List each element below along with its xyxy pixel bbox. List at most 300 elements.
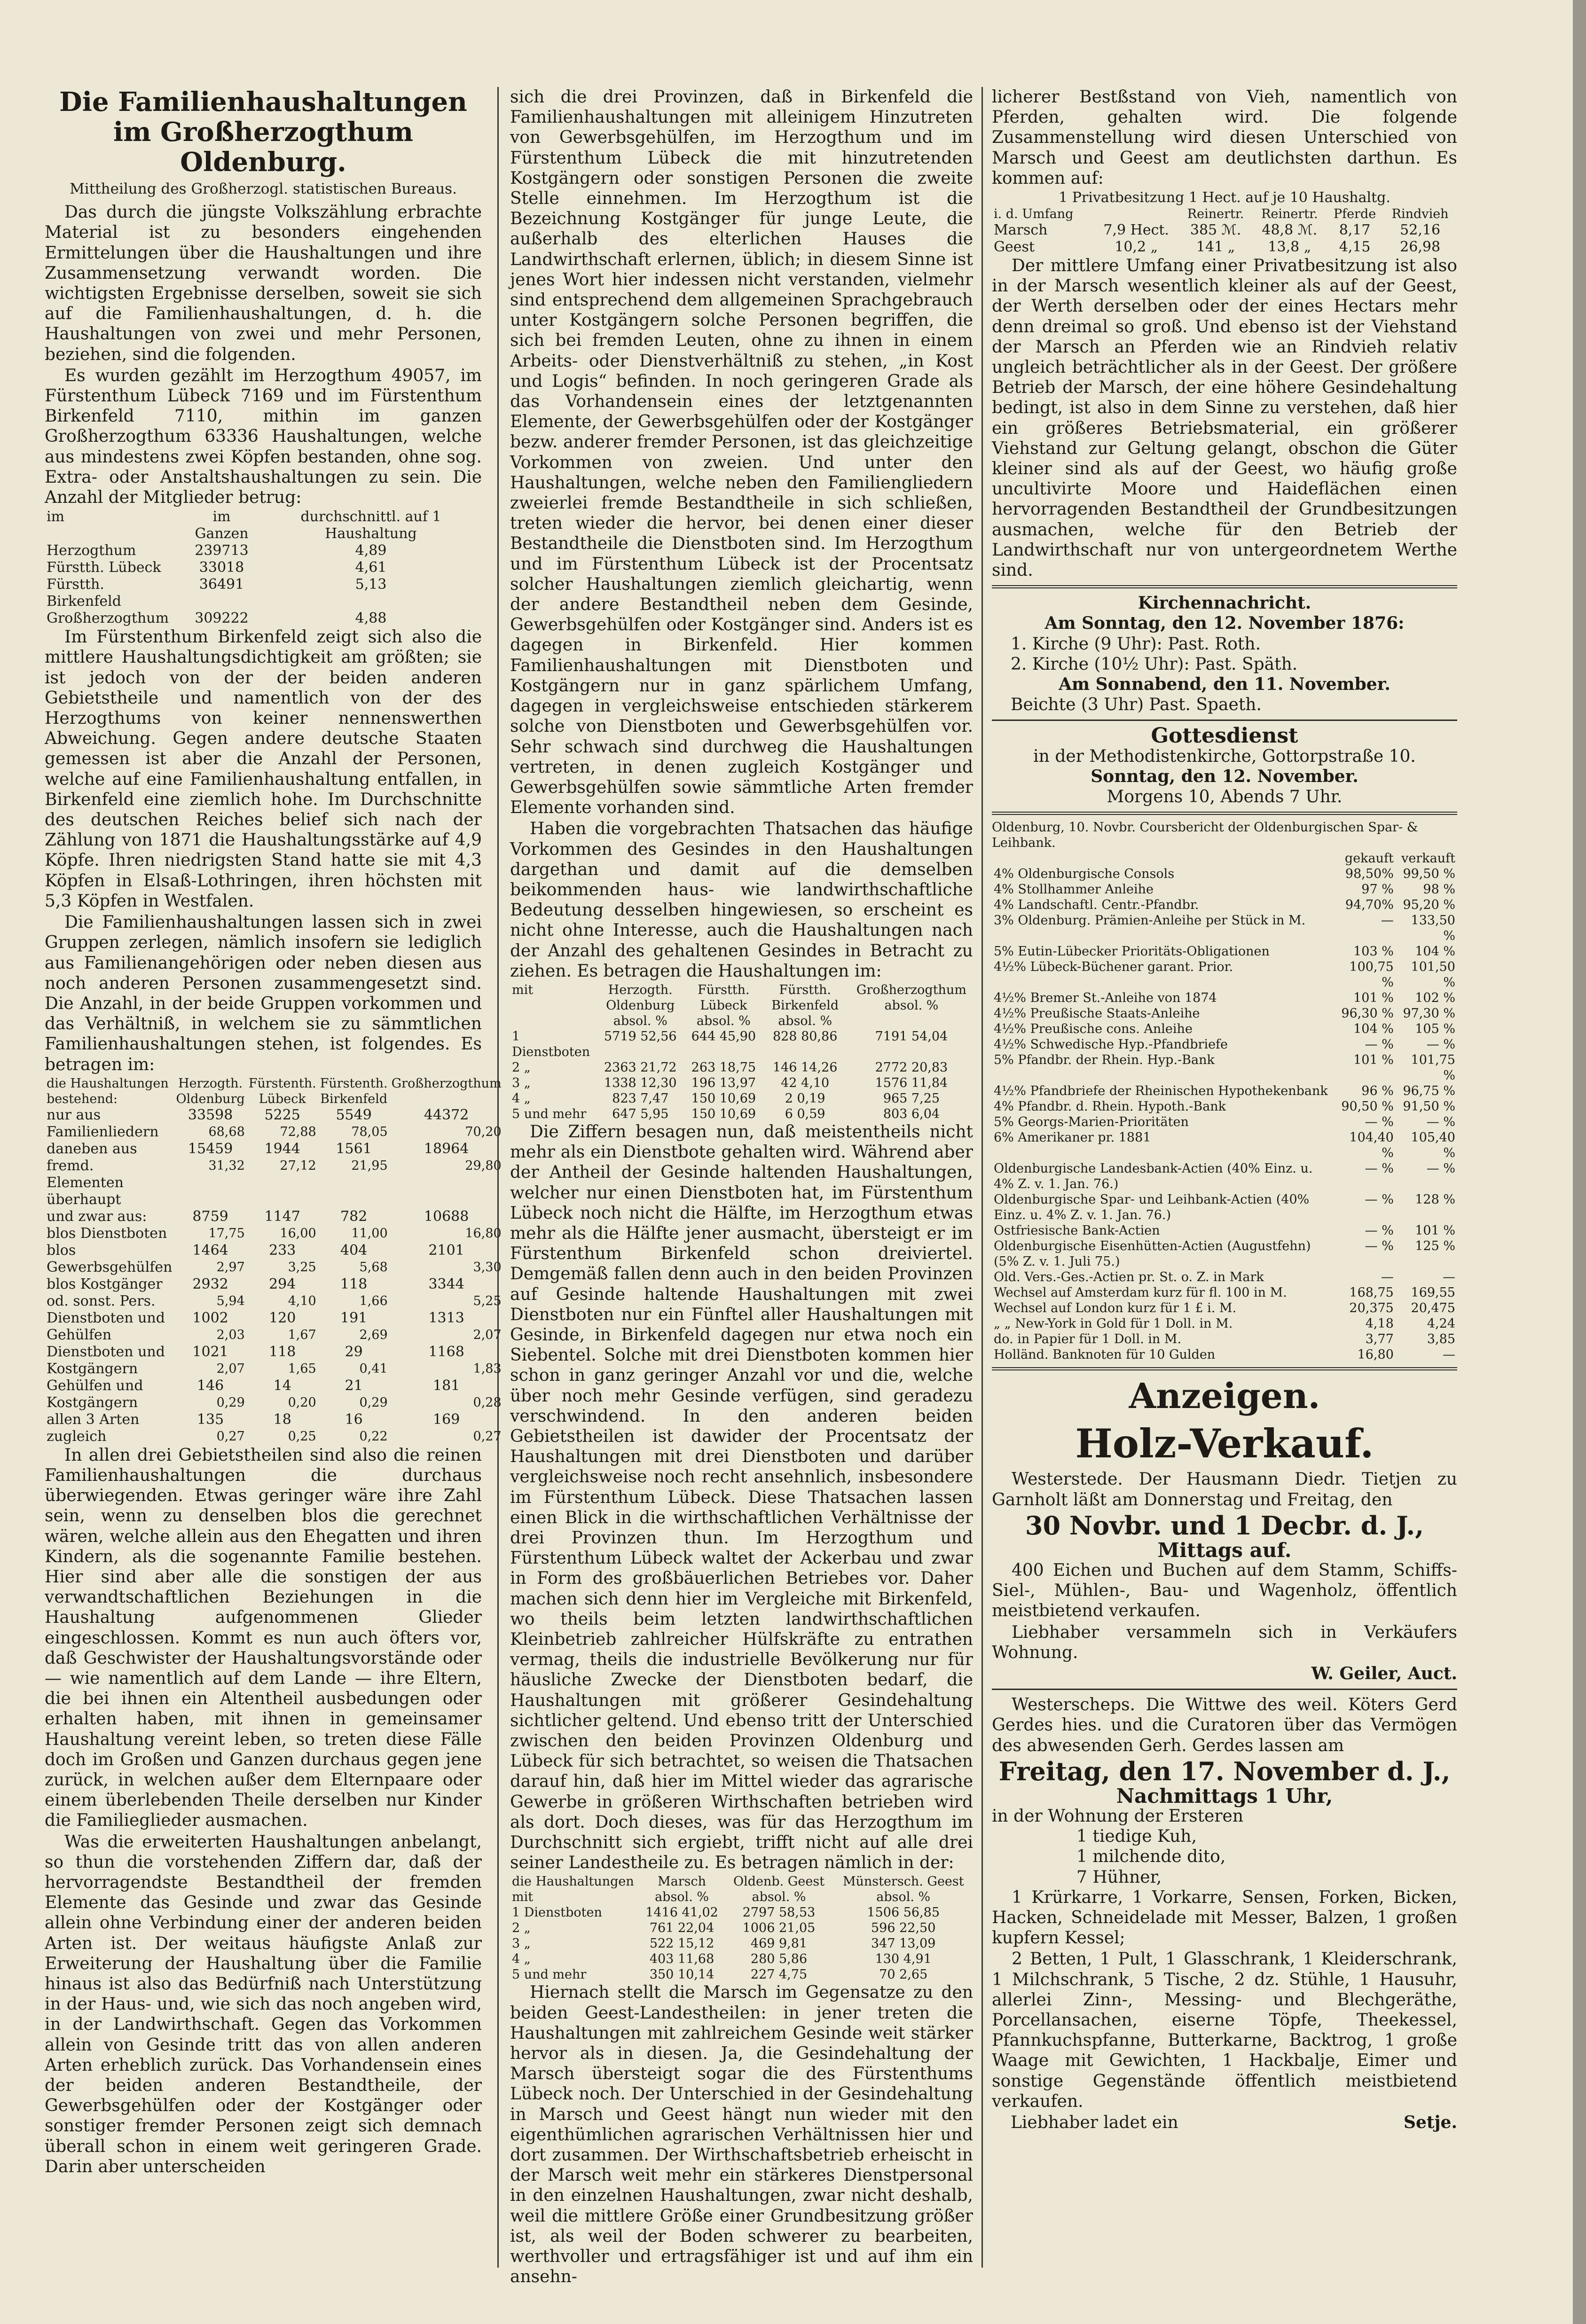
table-row (992, 1114, 1457, 1130)
table-cell: 5 und mehr (512, 1106, 587, 1121)
table-row (45, 1411, 503, 1445)
table-cell: 101 % (1353, 991, 1394, 1006)
table-cell: 2772 20,83 (875, 1060, 948, 1075)
table-cell (390, 1377, 503, 1411)
absolute-value: 3344 (428, 1275, 464, 1292)
table-row (992, 913, 1457, 944)
divider (992, 585, 1457, 588)
table-cell: 596 22,50 (871, 1921, 936, 1936)
table-row (510, 1951, 973, 1967)
absolute-value: 118 (269, 1343, 296, 1360)
paragraph: Es wurden gezählt im Herzogthum 49057, im Fürstenthum Lübeck 7169 und im Fürstenthum Birkenfeld 7110, mithin im ganzen Großherzogthum 63336 Haushaltungen, welche aus mindestens zwei Köpfen bestanden, ohne sog. Extra- oder Anstaltshaushaltungen zu sein. Die Anzahl der Mitglieder betrug: (45, 366, 482, 508)
percent-value: 11,00 (351, 1226, 388, 1241)
table-cell (390, 1107, 503, 1141)
table-cell: 146 14,26 (772, 1060, 838, 1075)
absolute-value: 169 (433, 1411, 460, 1428)
table-header: i. d. Umfang (994, 207, 1074, 222)
percent-value: 5,25 (473, 1293, 502, 1308)
table-cell: 2 0,19 (785, 1091, 825, 1106)
table-cell (390, 1411, 503, 1445)
table-cell: nur aus Familienliedern (47, 1106, 159, 1140)
table-cell: 3,85 (1427, 1332, 1455, 1347)
table-cell: 239713 (195, 542, 249, 559)
ad-signature: Setje. (1404, 2112, 1457, 2132)
absolute-value: 5225 (264, 1106, 300, 1123)
absolute-value: 18964 (424, 1140, 469, 1157)
table-header: Fürstenth. Birkenfeld (320, 1076, 388, 1106)
table-cell: 150 10,69 (691, 1106, 756, 1121)
table-cell: 26,98 (1400, 239, 1441, 256)
absolute-value: 1168 (428, 1343, 464, 1360)
table-header: verkauft (1401, 851, 1455, 866)
table-cell: 16,80 (1357, 1347, 1394, 1362)
table-cell: 3 „ (512, 1936, 531, 1951)
table-cell (390, 1344, 503, 1377)
table-row (992, 1347, 1457, 1362)
table-cell: — (1443, 1347, 1455, 1362)
table-cell: 90,50 % (1341, 1099, 1394, 1114)
absolute-value: 1561 (336, 1140, 372, 1157)
percent-value: 68,68 (208, 1124, 245, 1139)
exchange-table (992, 851, 1457, 1362)
table-cell: — (1381, 913, 1394, 928)
table-row (992, 1021, 1457, 1037)
table-cell (390, 1276, 503, 1310)
table-cell (247, 1107, 318, 1141)
table-cell: 70 2,65 (879, 1967, 928, 1982)
absolute-value: 44372 (424, 1106, 469, 1123)
table-cell: 4 „ (512, 1952, 531, 1967)
table-row (510, 1029, 973, 1060)
table-cell (318, 1377, 390, 1411)
table-cell (174, 1107, 246, 1141)
percent-value: 16,00 (280, 1226, 316, 1241)
table-cell (390, 1310, 503, 1344)
church-line: Am Sonnabend, den 11. November. (1059, 674, 1390, 695)
exchange-title: Oldenburg, 10. Novbr. Coursbericht der Oldenburgischen Spar- & Leihbank. (992, 820, 1418, 851)
table-cell: — (1381, 1270, 1394, 1285)
paragraph: Die Ziffern besagen nun, daß meistentheils nicht mehr als ein Dienstbote gehalten wird. Während aber der Antheil der Gesinde haltenden Haushaltungen, welcher nur einen Dienstboten hat, im Fürstenthum Lübeck noch nicht die Hälfte, im Herzogthum etwas mehr als die Hälfte jener ausmacht, übersteigt er im Fürstenthum Birkenfeld schon dreiviertel. Demgemäß fallen denn auch in den beiden Provinzen auf Gesinde haltende Haushaltungen mit zwei Dienstboten nur ein Fünftel aller Haushaltungen mit Gesinde, in Birkenfeld dagegen nur etwa noch ein Siebentel. Solche mit drei Dienstboten kommen hier schon in ganz geringer Anzahl vor und die, welche über noch mehr Gesinde verfügen, sind geradezu verschwindend. In den anderen beiden Gebietstheilen ist dawider der Procentsatz der Haushaltungen mit drei Dienstboten und darüber vergleichsweise noch recht ansehnlich, insbesondere im Fürstenthum Lübeck. Diese Thatsachen lassen einen Blick in die wirthschaftlichen Verhältnisse der drei Provinzen thun. Im Herzogthum und Fürstenthum Lübeck waltet der Ackerbau und zwar in Form des großbäuerlichen Betriebes vor. Daher machen sich denn hier im Vergleiche mit Birkenfeld, wo theils beim letzten landwirthschaftlichen Kleinbetrieb zahlreicher Hülfskräfte zu entrathen vermag, theils die industrielle Bevölkerung nur für häusliche Zwecke der Dienstboten bedarf, die Haushaltungen mit größerer Gesindehaltung sichtlicher geltend. Und ebenso tritt der Unterschied zwischen den beiden Provinzen Oldenburg und Lübeck für sich betrachtet, so weisen die Thatsachen darauf hin, daß hier im Mittel wieder das agrarische Gewerbe in größeren Wirthschaften betrieben wird als dort. Doch dieses, was für das Herzogthum im Durchschnitt sich ergiebt, trifft nicht auf alle drei seiner Landestheile zu. Es betragen nämlich in der: (510, 1122, 973, 1873)
table-cell: 4½% Bremer St.-Anleihe von 1874 (994, 991, 1217, 1006)
ad-text: Westerstede. Der Hausmann Diedr. Tietjen zu Garnholt läßt am Donnerstag und Freitag, den (992, 1470, 1457, 1510)
church-line: 1. Kirche (9 Uhr): Past. Roth. (1011, 634, 1261, 654)
table-row (510, 1060, 973, 1075)
table-cell (247, 1310, 318, 1344)
table-cell: 42 4,10 (781, 1075, 830, 1090)
divider (992, 812, 1457, 815)
table-cell: 96,30 % (1341, 1006, 1394, 1021)
percent-value: 0,27 (216, 1429, 245, 1444)
ad-signature: W. Geiler, Auct. (1311, 1663, 1457, 1683)
table-header: durchschnittl. auf 1 Haushaltung (300, 509, 441, 542)
table-cell: 20,475 (1411, 1301, 1455, 1316)
paragraph: In allen drei Gebietstheilen sind also die reinen Familienhaushaltungen die durchaus überwiegenden. Etwas geringer wäre ihre Zahl sein, wenn zu denselben blos die gerechnet wären, welche allein aus den Ehegatten und ihren Kindern, als die sogenannte Familie bestehen. Hier sind aber alle die sonstigen der aus verwandtschaftlichen Beziehungen in die Haushaltung aufgenommenen Glieder eingeschlossen. Kommt es nun auch öfters vor, daß Geschwister der Haushaltungsvorstände oder — wie namentlich auf dem Lande — ihre Eltern, die bei ihnen ein Altentheil ausbedungen oder erhalten haben, mit ihnen in gemeinsamer Haushaltung vereint leben, so treten diese Fälle doch im Großen und Ganzen durchaus gegen jene zurück, in welchen außer dem Elternpaare oder einem überlebenden Theile derselben nur Kinder die Familieglieder ausmachen. (45, 1445, 482, 1831)
absolute-value: 294 (269, 1275, 296, 1292)
table-cell: 4,88 (355, 610, 387, 627)
table-cell: 4% Stollhammer Anleihe (994, 882, 1154, 897)
column-1 (45, 86, 502, 2296)
table-cell (174, 1310, 246, 1344)
service-line: in der Methodistenkirche, Gottorpstraße 10. (1033, 746, 1416, 766)
ad-text: 400 Eichen und Buchen auf dem Stamm, Schiffs-Siel-, Mühlen-, Bau- und Wagenholz, öffentlich meistbietend verkaufen. (992, 1560, 1457, 1621)
absolute-value: 1147 (264, 1208, 300, 1225)
absolute-value: 21 (345, 1377, 363, 1394)
table-cell: Old. Vers.-Ges.-Actien pr. St. o. Z. in Mark (994, 1270, 1264, 1285)
table-row (45, 1107, 503, 1141)
table-header: gekauft (1344, 851, 1394, 866)
table-row (45, 1310, 503, 1344)
divider (992, 1689, 1457, 1690)
table-row (992, 1300, 1457, 1316)
absolute-value: 18 (273, 1411, 291, 1428)
ad-item: 1 tiedige Kuh, (1076, 1827, 1197, 1847)
page-edge (1573, 0, 1586, 2324)
service-line: Sonntag, den 12. November. (1091, 766, 1358, 786)
table-cell: Gehülfen und Kostgängern (47, 1377, 143, 1411)
table-header: Reinertr. (1187, 207, 1244, 222)
table-header: Fürstenth. Lübeck (248, 1076, 316, 1106)
ads-heading: Anzeigen. (1129, 1376, 1320, 1417)
absolute-value: 29 (345, 1343, 363, 1360)
table-cell: 99,50 % (1403, 867, 1455, 882)
table-cell: 2797 58,53 (742, 1905, 816, 1920)
service-title: Gottesdienst (1151, 724, 1298, 748)
table-cell (318, 1208, 390, 1242)
table-cell: — % (1365, 1239, 1394, 1254)
percent-value: 2,69 (359, 1327, 388, 1342)
paragraph: Das durch die jüngste Volkszählung erbrachte Material ist zu besonders eingehenden Ermittelungen über die Haushaltungen und ihre Zusammensetzung verwandt worden. Die wichtigsten Ergebnisse derselben, soweit sie sich auf die Familienhaushaltungen, d. h. die Haushaltungen von zwei und mehr Personen, beziehen, sind die folgenden. (45, 203, 482, 364)
table-cell: 644 45,90 (691, 1029, 756, 1044)
table-row (992, 1161, 1457, 1192)
ad-item: 7 Hühner, (1076, 1867, 1162, 1887)
table-cell: 3,77 (1365, 1332, 1394, 1347)
table-cell: Marsch (994, 222, 1048, 239)
table-cell: 2 „ (512, 1921, 531, 1936)
table-cell: 91,50 % (1403, 1099, 1455, 1114)
percent-value: 5,94 (216, 1293, 245, 1308)
table-cell: Fürstth. Birkenfeld (47, 576, 121, 610)
table-cell: 196 13,97 (691, 1075, 756, 1090)
absolute-value: 1313 (428, 1309, 464, 1326)
ad-text: in der Wohnung der Ersteren (992, 1806, 1244, 1826)
paragraph: licherer Bestßstand von Vieh, namentlich von Pferden, gehalten wird. Die folgende Zusammenstellung wird diesen Unterschied von Marsch und Geest am deutlichsten darthun. Es kommen auf: (992, 87, 1457, 188)
table-cell: 96,75 % (1403, 1084, 1455, 1099)
table-cell (318, 1242, 390, 1276)
percent-value: 0,29 (359, 1395, 388, 1410)
column-3 (992, 87, 1457, 2296)
table-row (992, 1083, 1457, 1099)
table-cell (174, 1411, 246, 1445)
table-cell: 347 13,09 (871, 1936, 936, 1951)
table-cell: 4½% Lübeck-Büchener garant. Prior. (994, 960, 1233, 975)
table-header: die Haushaltungen mit (512, 1874, 634, 1905)
table-cell: Dienstboten und Gehülfen (47, 1309, 165, 1343)
percent-value: 2,03 (216, 1327, 245, 1342)
table-cell (247, 1344, 318, 1377)
table-cell: 4,89 (355, 542, 387, 559)
table-cell: Oldenburgische Spar- und Leihbank-Actien (40% Einz. u. 4% Z. v. 1. Jan. 76.) (994, 1192, 1310, 1223)
table-header: Großherzogthum (391, 1076, 502, 1091)
absolute-value: 146 (196, 1377, 224, 1394)
composition-table (45, 1076, 503, 1445)
table-cell: 5% Pfandbr. der Rhein. Hyp.-Bank (994, 1053, 1215, 1068)
article-title: Die Familienhaushaltungen im Großherzogthum Oldenburg. (59, 86, 467, 178)
table-cell (174, 1242, 246, 1276)
table-header: im Ganzen (195, 509, 249, 542)
table-cell: Holländ. Banknoten für 10 Gulden (994, 1347, 1216, 1362)
table-cell (174, 1377, 246, 1411)
table-cell: 350 10,14 (649, 1967, 714, 1982)
table-cell (174, 1344, 246, 1377)
table-cell: 133,50 % (1411, 913, 1455, 944)
table-cell: 263 18,75 (691, 1060, 756, 1075)
table-cell: — % (1365, 1037, 1394, 1052)
table-cell: Fürstth. Lübeck (47, 559, 161, 576)
table-row (992, 897, 1457, 913)
percent-value: 0,29 (216, 1395, 245, 1410)
absolute-value: 33598 (188, 1106, 233, 1123)
table-row (992, 1269, 1457, 1285)
table-header: Oldenb. Geest absol. % (733, 1874, 825, 1905)
table-cell: 3 „ (512, 1075, 531, 1090)
absolute-value: 118 (340, 1275, 368, 1292)
marsch-geest-table (510, 1874, 973, 1982)
absolute-value: 1002 (192, 1309, 228, 1326)
table-cell: Herzogthum (47, 542, 136, 559)
table-cell (318, 1344, 390, 1377)
table-cell: 5 und mehr (512, 1967, 587, 1982)
table-cell: Oldenburgische Eisenhütten-Actien (Augustfehn) (5% Z. v. 1. Juli 75.) (994, 1239, 1311, 1269)
church-line: 2. Kirche (10½ Uhr): Past. Späth. (1011, 654, 1298, 674)
table-row (992, 1130, 1457, 1161)
percent-value: 0,25 (288, 1429, 316, 1444)
absolute-value: 16 (345, 1411, 363, 1428)
table-cell: 4½% Schwedische Hyp.-Pfandbriefe (994, 1037, 1228, 1052)
table-cell: 48,8 ℳ. (1262, 222, 1318, 239)
table-cell: 105,40 % (1411, 1130, 1455, 1161)
percent-value: 1,65 (288, 1361, 316, 1376)
table-row (992, 1052, 1457, 1083)
table-cell (390, 1208, 503, 1242)
members-table (45, 509, 482, 627)
table-cell: 102 % (1415, 991, 1455, 1006)
table-header: mit (512, 982, 534, 997)
table-cell: 403 11,68 (649, 1952, 714, 1967)
table-cell: 105 % (1415, 1022, 1455, 1037)
ad-date: 30 Novbr. und 1 Decbr. d. J., (1025, 1510, 1424, 1541)
table-header: Herzogth. Oldenburg (176, 1076, 245, 1106)
table-cell: — (1443, 1270, 1455, 1285)
table-cell: 10,2 „ (1115, 239, 1158, 256)
table-cell: 4,61 (355, 559, 387, 576)
table-cell: 280 5,86 (750, 1952, 808, 1967)
table-cell (318, 1411, 390, 1445)
percent-value: 0,20 (288, 1395, 316, 1410)
absolute-value: 191 (340, 1309, 368, 1326)
absolute-value: 782 (340, 1208, 368, 1225)
table-header: Herzogth. Oldenburg absol. % (606, 982, 675, 1028)
percent-value: 1,67 (288, 1327, 316, 1342)
paragraph: Haben die vorgebrachten Thatsachen das häufige Vorkommen des Gesindes in den Haushaltungen dargethan und damit auf die demselben beikommenden haus- wie landwirthschaftliche Bedeutung desselben hingewiesen, so erscheint es nicht ohne Interesse, auch die Haushaltungen nach der Anzahl des gehaltenen Gesindes in Betracht zu ziehen. Es betragen die Haushaltungen im: (510, 819, 973, 981)
absolute-value: 2101 (428, 1242, 464, 1259)
table-cell: „ „ New-York in Gold für 1 Doll. in M. (994, 1316, 1233, 1331)
ad-time: Nachmittags 1 Uhr, (1116, 1784, 1333, 1808)
table-row (510, 1920, 973, 1936)
article-source: Mittheilung des Großherzogl. statistischen Bureaus. (70, 180, 457, 197)
table-cell: 227 4,75 (750, 1967, 808, 1982)
ad-invite: Liebhaber ladet ein (1011, 2113, 1178, 2132)
percent-value: 29,80 (465, 1158, 502, 1173)
absolute-value: 1464 (192, 1242, 228, 1259)
table-cell (174, 1276, 246, 1310)
percent-value: 2,97 (216, 1260, 245, 1275)
table-cell (318, 1276, 390, 1310)
table-cell: do. in Papier für 1 Doll. in M. (994, 1332, 1182, 1347)
ad-item: 1 milchende dito, (1076, 1847, 1226, 1867)
table-cell: 4% Oldenburgische Consols (994, 867, 1175, 882)
absolute-value: 1944 (264, 1140, 300, 1157)
table-cell: 828 80,86 (772, 1029, 838, 1044)
table-cell: blos Kostgänger od. sonst. Pers. (47, 1275, 163, 1309)
table-cell: 5% Georgs-Marien-Prioritäten (994, 1115, 1189, 1130)
table-row (45, 559, 482, 576)
table-header: im (47, 509, 65, 525)
table-cell: 3% Oldenburg. Prämien-Anleihe per Stück in M. (994, 913, 1306, 928)
table-header: Großherzogthum absol. % (856, 982, 966, 1013)
table-header: Fürstth. Birkenfeld absol. % (771, 982, 839, 1028)
table-cell: blos Gewerbsgehülfen (47, 1242, 173, 1275)
table-row (510, 1106, 973, 1122)
percent-value: 17,75 (208, 1226, 245, 1241)
percent-value: 72,88 (280, 1124, 316, 1139)
absolute-value: 181 (433, 1377, 460, 1394)
table-cell: 104 % (1353, 1022, 1394, 1037)
table-row (45, 610, 482, 627)
table-row (992, 959, 1457, 990)
table-cell: 125 % (1415, 1239, 1455, 1254)
table-cell: Ostfriesische Bank-Actien (994, 1223, 1160, 1238)
table-cell: 101 % (1353, 1053, 1394, 1068)
table-row (992, 882, 1457, 897)
ad-date: Freitag, den 17. November d. J., (998, 1756, 1451, 1786)
table-cell: — % (1365, 1161, 1394, 1176)
table-cell: 94,70% (1345, 898, 1394, 913)
ad-text: 1 Krürkarre, 1 Vorkarre, Sensen, Forken, Bicken, Hacken, Schneidelade mit Messer, Balzen, 1 großen kupfern Kessel; (992, 1887, 1457, 1948)
paragraph: sich die drei Provinzen, daß in Birkenfeld die Familienhaushaltungen mit alleinigem Hinzutreten von Gewerbsgehülfen, im Herzogthum und im Fürstenthum Lübeck die mit hinzutretenden Kostgängern oder sonstigen Personen die zweite Stelle einnehmen. Im Herzogthum ist die Bezeichnung Kostgänger für junge Leute, die außerhalb des elterlichen Hauses die Landwirthschaft erlernen, üblich; in diesem Sinne ist jenes Wort hier indessen nicht verstanden, vielmehr sind entsprechend dem allgemeinen Sprachgebrauch unter Kostgängern solche Personen begriffen, die sich bei fremden Leuten, ohne zu ihnen in einem Arbeits- oder Dienstverhältniß zu stehen, „in Kost und Logis“ befinden. In noch geringeren Grade als das Vorhandensein eines der letztgenannten Elemente, der Gewerbsgehülfen oder der Kostgänger bezw. anderer fremder Personen, ist das gleichzeitige Vorkommen von zweien. Und unter den Haushaltungen, welche neben den Familiengliedern zweierlei fremde Bestandtheile in sich schließen, treten wieder die hervor, bei denen einer dieser Bestandtheile die Dienstboten sind. Im Herzogthum und im Fürstenthum Lübeck ist der Procentsatz solcher Haushaltungen ziemlich gleichartig, wenn der andere Bestandtheil neben dem Gesinde, Gewerbsgehülfen oder Kostgänger sind. Anders ist es dagegen in Birkenfeld. Hier kommen Familienhaushaltungen mit Dienstboten und Kostgängern nur in ganz spärlichem Umfang, dagegen in vergleichsweise entschieden stärkerem solche von Dienstboten und Gewerbsgehülfen vor. Sehr schwach sind durchweg die Haushaltungen vertreten, in denen zugleich Kostgänger und Gewerbsgehülfen sowie sämmtliche Arten fremder Elemente vorhanden sind. (510, 87, 973, 818)
percent-value: 27,12 (280, 1158, 316, 1173)
table-cell: 4 „ (512, 1091, 531, 1106)
table-row (45, 1141, 503, 1208)
table-cell: 104,40 % (1349, 1130, 1394, 1161)
table-cell: 4,18 (1365, 1316, 1394, 1331)
table-header: Reinertr. (1261, 207, 1318, 222)
property-table (992, 189, 1457, 256)
absolute-value: 120 (269, 1309, 296, 1326)
percent-value: 4,10 (288, 1293, 316, 1308)
table-cell: 823 7,47 (612, 1091, 669, 1106)
table-row (992, 944, 1457, 959)
table-row (45, 1377, 503, 1411)
percent-value: 70,20 (465, 1124, 502, 1139)
table-cell: 33018 (199, 559, 244, 576)
table-cell: 36491 (199, 576, 244, 593)
table-cell (174, 1208, 246, 1242)
ad-time: Mittags auf. (1157, 1538, 1292, 1562)
table-cell: 103 % (1353, 944, 1394, 959)
table-row (992, 1099, 1457, 1114)
table-cell (174, 1141, 246, 1208)
table-cell: 309222 (195, 610, 249, 627)
table-cell: 96 % (1361, 1084, 1394, 1099)
divider (992, 720, 1457, 721)
table-cell: 97,30 % (1403, 1006, 1455, 1021)
table-cell (247, 1411, 318, 1445)
table-cell: 1338 12,30 (604, 1075, 677, 1090)
table-row (45, 542, 482, 559)
table-row (45, 576, 482, 610)
paragraph: Die Familienhaushaltungen lassen sich in zwei Gruppen zerlegen, nämlich insofern sie lediglich aus Familienangehörigen oder neben diesen aus noch anderen Personen zusammengesetzt sind. Die Anzahl, in der beide Gruppen vorkommen und das Verhältniß, in welchem sie zu sämmtlichen Familienhaushaltungen stehen, ist folgendes. Es betragen im: (45, 913, 482, 1074)
table-cell: 5,13 (355, 576, 387, 593)
percent-value: 3,25 (288, 1260, 316, 1275)
table-cell: Dienstboten und Kostgängern (47, 1343, 165, 1377)
table-cell: 13,8 „ (1268, 239, 1311, 256)
table-cell: Geest (994, 239, 1035, 256)
table-row (992, 1192, 1457, 1223)
table-cell: — % (1365, 1223, 1394, 1238)
service-line: Morgens 10, Abends 7 Uhr. (1107, 787, 1343, 807)
wood-sale-title: Holz-Verkauf. (1075, 1420, 1374, 1467)
table-cell: 2 „ (512, 1060, 531, 1075)
table-row (992, 1037, 1457, 1052)
table-cell (318, 1141, 390, 1208)
table-cell: 5719 52,56 (604, 1029, 677, 1044)
table-cell: 1416 41,02 (645, 1905, 718, 1920)
table-cell: 522 15,12 (649, 1936, 714, 1951)
table-cell: 4½% Preußische Staats-Anleihe (994, 1006, 1200, 1021)
table-row (992, 1285, 1457, 1300)
table-cell: 101,75 % (1411, 1053, 1455, 1083)
absolute-value: 1021 (192, 1343, 228, 1360)
percent-value: 21,95 (351, 1158, 388, 1173)
percent-value: 3,30 (473, 1260, 502, 1275)
table-cell: — % (1426, 1037, 1455, 1052)
table-cell (318, 1107, 390, 1141)
percent-value: 16,80 (465, 1226, 502, 1241)
percent-value: 78,05 (351, 1124, 388, 1139)
table-row (992, 866, 1457, 882)
table-row (510, 1905, 973, 1920)
table-cell: 5% Eutin-Lübecker Prioritäts-Obligationen (994, 944, 1270, 959)
table-row (992, 239, 1457, 256)
table-row (45, 1208, 503, 1242)
table-cell: 98,50% (1345, 867, 1394, 882)
table-cell: 4½% Pfandbriefe der Rheinischen Hypothekenbank (994, 1084, 1328, 1099)
percent-value: 1,66 (359, 1293, 388, 1308)
table-cell: daneben aus fremd. Elementen überhaupt (47, 1140, 137, 1208)
table-row (510, 1936, 973, 1951)
paragraph: Hiernach stellt die Marsch im Gegensatze zu den beiden Geest-Landestheilen: in jener treten die Haushaltungen mit zahlreichem Gesinde weit stärker hervor als in diesen. Ja, die Gesindehaltung der Marsch übersteigt sogar die des Fürstenthums Lübeck noch. Der Unterschied in der Gesindehaltung in Marsch und Geest hängt nun wieder mit den eigenthümlichen agrarischen Verhältnissen hier und dort zusammen. Der Wirthschaftsbetrieb erheischt in der Marsch weit mehr ein stärkeres Dienstpersonal in den einzelnen Haushaltungen, zwar nicht deshalb, weil die mittlere Größe einer Grundbesitzung größer ist, als weil der Boden schwerer zu bearbeiten, werthvoller und ertragsfähiger ist und auf ihm ein ansehn- (510, 1983, 973, 2287)
church-line: Am Sonntag, den 12. November 1876: (1044, 613, 1405, 634)
paragraph: Was die erweiterten Haushaltungen anbelangt, so thun die vorstehenden Ziffern dar, daß der hervorragendste Bestandtheil der fremden Elemente das Gesinde und zwar das Gesinde allein ohne Verbindung einer der anderen beiden Arten ist. Der weitaus häufigste Anlaß zur Erweiterung der Haushaltung über die Familie hinaus ist also das Bedürfniß nach Unterstützung in der Haus- und, wie sich das noch angeben wird, in der Landwirthschaft. Gegen das Vorkommen allein von Gesinde tritt das von allen anderen Arten erheblich zurück. Das Vorhandensein eines der beiden anderen Bestandtheile, der Gewerbsgehülfen oder der Kostgänger oder sonstiger fremder Personen zeigt sich demnach überall schon in einem weit geringeren Grade. Darin aber unterscheiden (45, 1832, 482, 2176)
table-cell: 1506 56,85 (867, 1905, 940, 1920)
table-cell (318, 1310, 390, 1344)
table-cell: 20,375 (1349, 1301, 1394, 1316)
table-cell: 385 ℳ. (1190, 222, 1241, 239)
table-row (510, 1075, 973, 1091)
table-cell: 4½% Preußische cons. Anleihe (994, 1022, 1193, 1037)
table-cell: allen 3 Arten zugleich (47, 1411, 140, 1445)
table-cell: 130 4,91 (875, 1952, 932, 1967)
